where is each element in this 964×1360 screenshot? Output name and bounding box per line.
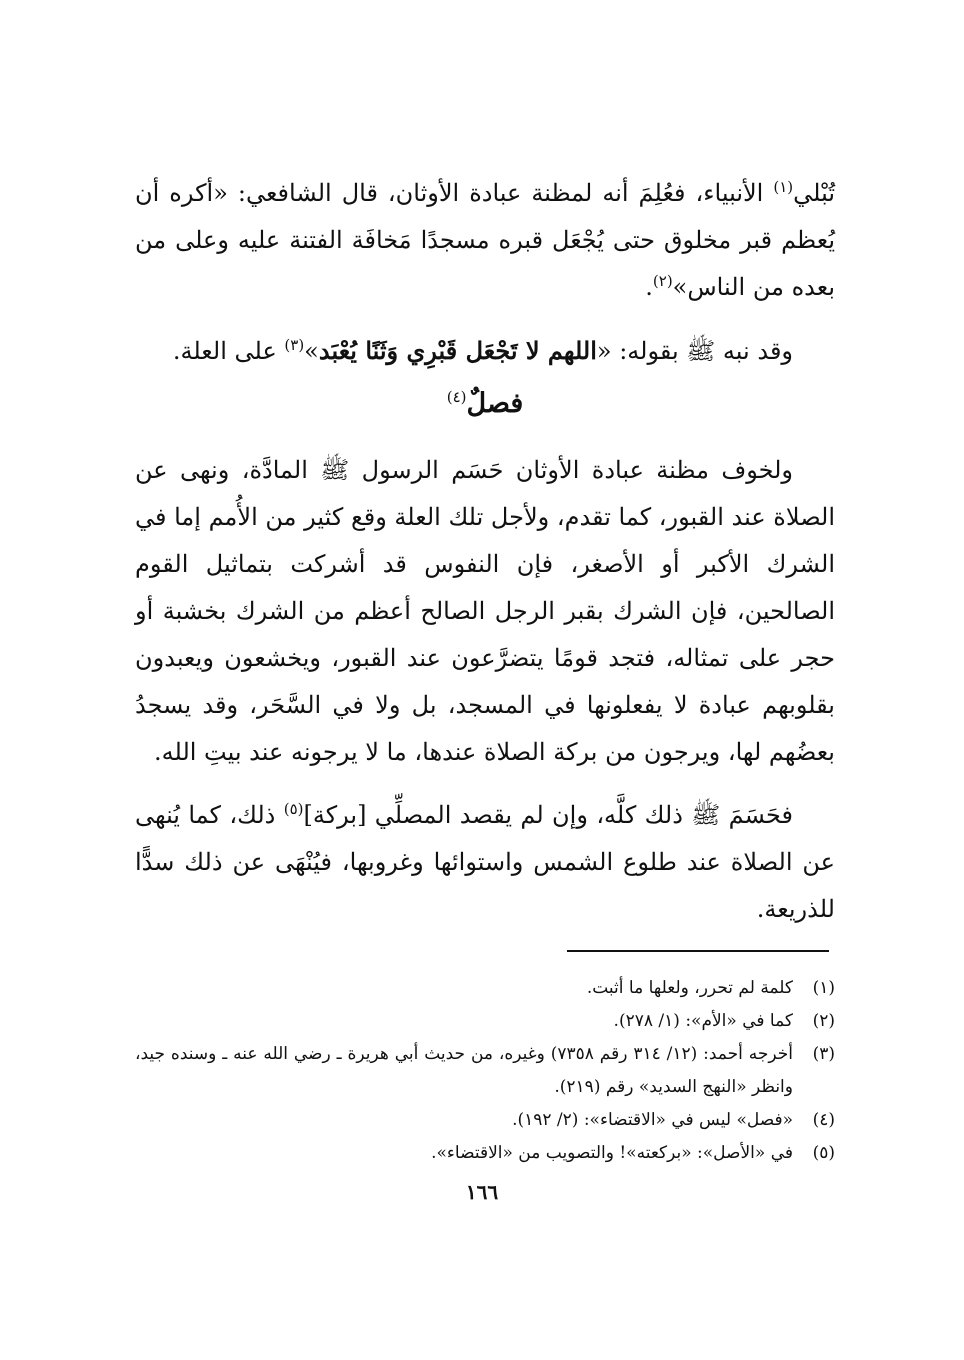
footnote-text: كما في «الأم»: (١/ ٢٧٨). xyxy=(613,1011,793,1031)
hadith-quote: اللهم لا تَجْعَل قَبْرِي وَثَنًا يُعْبَد xyxy=(318,336,597,365)
footnote-number: (١) xyxy=(812,978,835,998)
footnote-ref-4[interactable]: (٤) xyxy=(446,388,467,406)
section-heading xyxy=(135,379,835,429)
footnote-ref-1[interactable]: (١) xyxy=(773,178,794,196)
paragraph-2 xyxy=(135,327,835,375)
footnote-item-3 xyxy=(135,1038,835,1104)
paragraph-1-end: . xyxy=(645,273,653,301)
paragraph-2-text: وقد نبه ﷺ بقوله: « xyxy=(596,337,793,365)
footnote-number: (٤) xyxy=(812,1110,835,1130)
footnote-number: (٥) xyxy=(812,1143,835,1163)
paragraph-4 xyxy=(135,792,835,933)
footnote-ref-2[interactable]: (٢) xyxy=(652,272,673,290)
footnote-number: (٣) xyxy=(812,1044,835,1064)
page-number: ١٦٦ xyxy=(465,1180,499,1204)
page-body xyxy=(135,170,835,933)
footnote-text: في «الأصل»: «بركعته»! والتصويب من «الاقتضاء». xyxy=(431,1143,793,1163)
paragraph-1 xyxy=(135,170,835,311)
paragraph-4-text: فحَسَمَ ﷺ ذلك كلَّه، وإن لم يقصد المصلِّي [بركة] xyxy=(303,801,793,829)
paragraph-4-end: ذلك، كما يُنهى عن الصلاة عند طلوع الشمس واستوائها وغروبها، فيُنْهَى عن ذلك سدًّا للذريعة. xyxy=(135,801,835,923)
footnote-divider xyxy=(567,950,829,952)
footnote-ref-5[interactable]: (٥) xyxy=(283,800,304,818)
paragraph-3: ولخوف مظنة عبادة الأوثان حَسَم الرسول ﷺ المادَّة، ونهى عن الصلاة عند القبور، كما تقدم، ولأجل تلك العلة وقع كثير من الأُمم إما في الشرك الأكبر أو الأصغر، فإن النفوس قد أشركت بتماثيل القوم الصالحين، فإن الشرك بقبر الرجل الصالح أعظم من الشرك بخشبة أو حجر على تمثاله، فتجد قومًا يتضرَّعون عند القبور، ويخشعون ويعبدون بقلوبهم عبادة لا يفعلونها في المسجد، بل ولا في السَّحَر، وقد يسجدُ بعضُهم لها، ويرجون من بركة الصلاة عندها، ما لا يرجونه عند بيتِ الله. xyxy=(135,456,835,766)
paragraph-2-end: على العلة. xyxy=(172,337,285,365)
footnote-text: أخرجه أحمد: (١٢/ ٣١٤ رقم ٧٣٥٨) وغيره، من حديث أبي هريرة ـ رضي الله عنه ـ وسنده جيد، وانظر «النهج السديد» رقم (٢١٩). xyxy=(135,1044,793,1097)
quote-close: » xyxy=(304,337,319,365)
footnote-number: (٢) xyxy=(812,1011,835,1031)
footnote-ref-3[interactable]: (٣) xyxy=(284,336,305,354)
footnote-item-5 xyxy=(135,1137,835,1170)
paragraph-1-text: الأنبياء، فعُلِمَ أنه لمظنة عبادة الأوثان، قال الشافعي: «أكره أن يُعظم قبر مخلوق حتى يُجْعَل قبره مسجدًا مَخافَة الفتنة عليه وعلى من بعده من الناس» xyxy=(135,179,835,301)
footnote-text: «فصل» ليس في «الاقتضاء»: (٢/ ١٩٢). xyxy=(512,1110,793,1130)
paragraph-1-word: تُبْلي xyxy=(793,179,835,207)
section-heading-label: فصلٌ xyxy=(466,388,524,419)
footnote-item-2 xyxy=(135,1005,835,1038)
footnote-item-4 xyxy=(135,1104,835,1137)
footnote-item-1 xyxy=(135,972,835,1005)
footnotes xyxy=(135,972,835,1170)
footnote-text: كلمة لم تحرر، ولعلها ما أثبت. xyxy=(586,978,793,998)
